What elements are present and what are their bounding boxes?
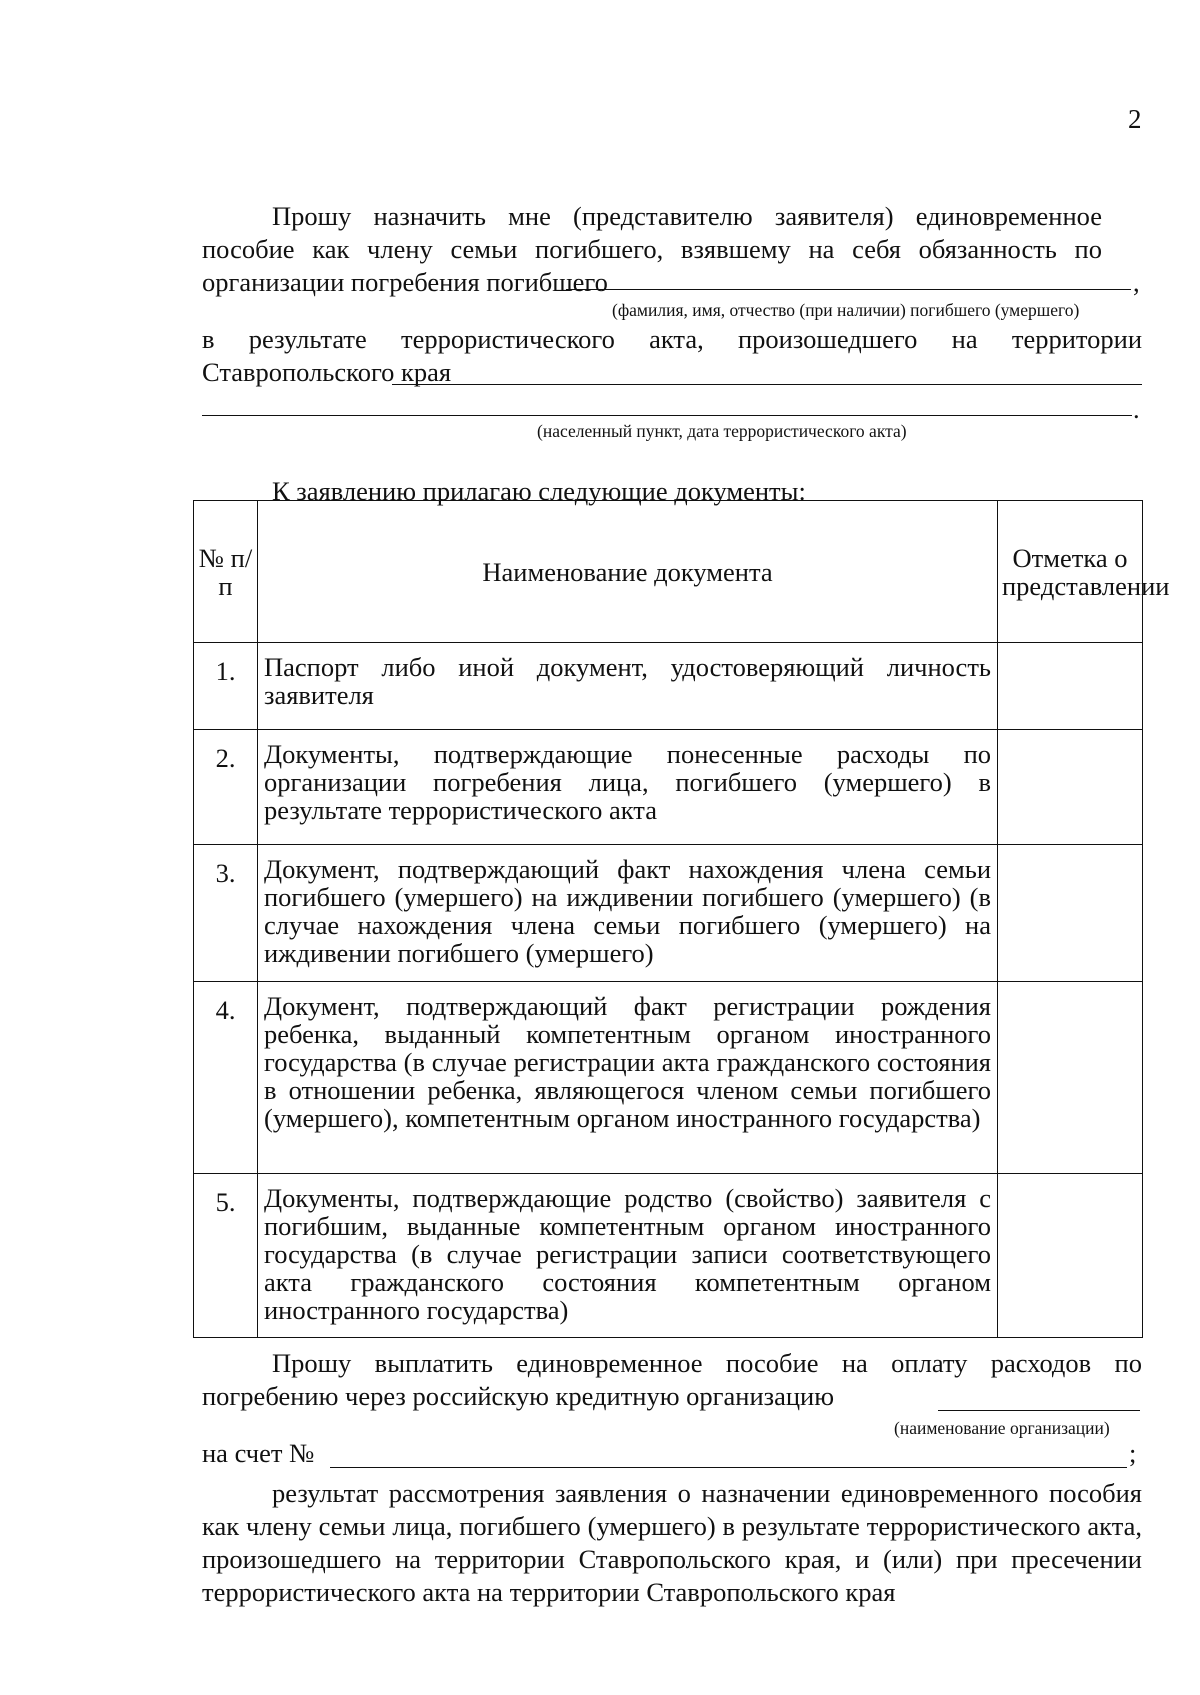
request-paragraph: Прошу назначить мне (представителю заявителя) единовременное пособие как члену семьи погибшего, взявшему на себя обязанность по организации погребения погибшего [202, 201, 1102, 297]
row-document-name: Документы, подтверждающие понесенные расходы по организации погребения лица, погибшего (умершего) в результате террористического акта [258, 730, 998, 845]
row-num: 4. [194, 982, 258, 1174]
account-number-line[interactable] [330, 1467, 1127, 1468]
territory-line-2[interactable] [202, 415, 1132, 416]
row-mark-cell[interactable] [998, 643, 1143, 730]
account-line-end: ; [1129, 1438, 1137, 1468]
bank-name-line[interactable] [938, 1410, 1140, 1411]
result-paragraph: результат рассмотрения заявления о назначении единовременного пособия как члену семьи лица, погибшего (умершего) в результате террористического акта, произошедшего на территории Ставропольского края, и (или) при пресечении террористического акта на территории Ставропольского края [202, 1478, 1142, 1607]
table-row [194, 982, 1143, 1174]
territory-line-1[interactable] [392, 384, 1142, 385]
territory-paragraph: в результате террористического акта, произошедшего на территории Ставропольского края [202, 324, 1142, 387]
deceased-name-line[interactable] [566, 289, 1131, 290]
row-document-name: Документы, подтверждающие родство (свойство) заявителя с погибшим, выданные компетентным органом иностранного государства (в случае регистрации записи соответствующего акта гражданского состояния компетентным органом иностранного государства) [258, 1174, 998, 1338]
payment-paragraph: Прошу выплатить единовременное пособие на оплату расходов по погребению через российскую кредитную организацию [202, 1348, 1142, 1411]
table-row [194, 845, 1143, 982]
territory-line-end: . [1133, 394, 1140, 424]
documents-table [193, 500, 1170, 1338]
row-mark-cell[interactable] [998, 1174, 1143, 1338]
deceased-name-note: (фамилия, имя, отчество (при наличии) погибшего (умершего) [612, 300, 1080, 320]
header-num: № п/п [194, 501, 258, 643]
row-num: 5. [194, 1174, 258, 1338]
row-mark-cell[interactable] [998, 730, 1143, 845]
page-number: 2 [1128, 104, 1142, 134]
row-document-name: Документ, подтверждающий факт нахождения члена семьи погибшего (умершего) на иждивении погибшего (умершего) (в случае нахождения члена семьи погибшего (умершего) на иждивении погибшего (умершего) [258, 845, 998, 982]
account-label: на счет № [202, 1438, 315, 1468]
row-num: 3. [194, 845, 258, 982]
bank-name-note: (наименование организации) [894, 1418, 1110, 1438]
row-num: 2. [194, 730, 258, 845]
table-header-row [194, 501, 1143, 643]
row-mark-cell[interactable] [998, 845, 1143, 982]
table-row [194, 643, 1143, 730]
row-document-name: Документ, подтверждающий факт регистрации рождения ребенка, выданный компетентным органом иностранного государства (в случае регистрации акта гражданского состояния в отношении ребенка, являющегося членом семьи погибшего (умершего), компетентным органом иностранного государства) [258, 982, 998, 1174]
table-row [194, 1174, 1143, 1338]
deceased-name-line-end: , [1133, 267, 1140, 297]
row-mark-cell[interactable] [998, 982, 1143, 1174]
header-mark: Отметка о представлении [998, 501, 1143, 643]
documents-intro: К заявлению прилагаю следующие документы: [272, 476, 806, 506]
table-row [194, 730, 1143, 845]
territory-note: (населенный пункт, дата террористического акта) [537, 421, 907, 441]
row-document-name: Паспорт либо иной документ, удостоверяющий личность заявителя [258, 643, 998, 730]
row-num: 1. [194, 643, 258, 730]
header-name: Наименование документа [258, 501, 998, 643]
